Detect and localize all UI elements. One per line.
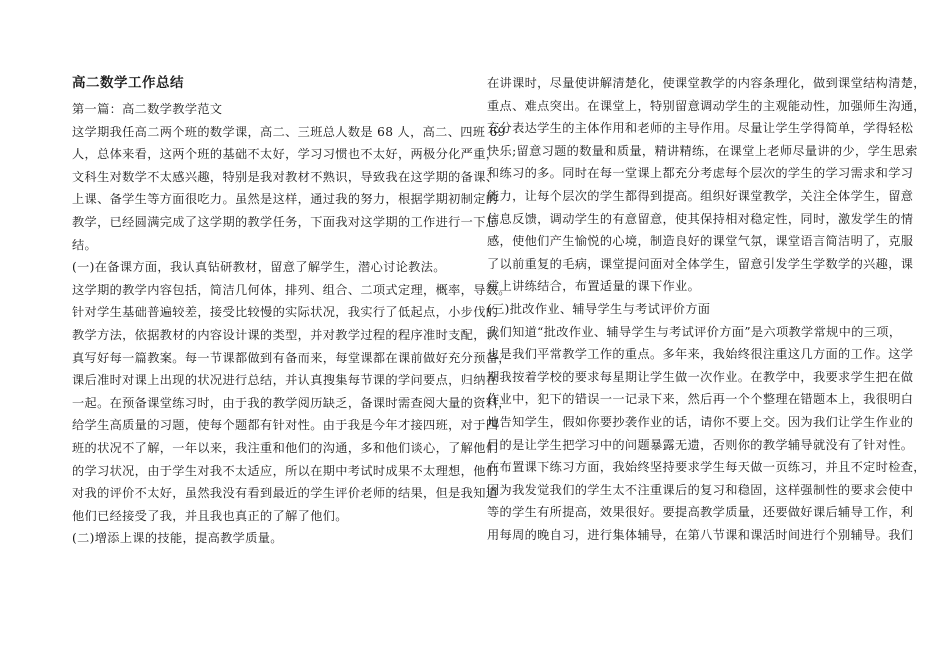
text-line: 我们知道“批改作业、辅导学生与考试评价方面”是六项教学常规中的三项， <box>487 324 902 339</box>
text-line: 地告知学生，假如你要抄袭作业的话，请你不要上交。因为我们让学生作业的 <box>487 414 914 429</box>
document-title: 高二数学工作总结 <box>72 75 184 91</box>
text-line: 他们已经接受了我，并且我也真正的了解了他们。 <box>72 508 348 523</box>
text-line: 教学方法，依据教材的内容设计课的类型，并对教学过程的程序准时支配，认 <box>72 327 499 342</box>
text-line: 因为我发觉我们的学生太不注重课后的复习和稳固，这样强制性的要求会使中 <box>487 482 914 497</box>
text-line: 期我按着学校的要求每星期让学生做一次作业。在教学中，我要求学生把在做 <box>487 369 914 384</box>
text-line: 这学期我任高二两个班的数学课，高二、三班总人数是 68 人，高二、四班 69 <box>72 124 506 139</box>
text-line: 针对学生基础普遍较差，接受比较慢的实际状况，我实行了低起点，小步伐的 <box>72 305 499 320</box>
right-column <box>487 72 926 546</box>
text-line: 充分表达学生的主体作用和老师的主导作用。尽量让学生学得简单，学得轻松 <box>487 121 914 136</box>
text-line: 这学期的教学内容包括，简洁几何体，排列、组合、二项式定理，概率，导数。 <box>72 282 511 297</box>
text-line: (二)增添上课的技能，提高教学质量。 <box>72 531 283 546</box>
text-line: 能力，让每个层次的学生都得到提高。组织好课堂教学，关注全体学生，留意 <box>487 188 914 203</box>
right-paragraphs <box>487 72 926 546</box>
text-line: 和练习的多。同时在每一堂课上都充分考虑每个层次的学生的学习需求和学习 <box>487 166 914 181</box>
text-line: 人，总体来看，这两个班的基础不太好，学习习惯也不太好，两极分化严重， <box>72 147 499 162</box>
text-line: 班的状况不了解，一年以来，我注重和他们的沟通，多和他们谈心，了解他们 <box>72 440 499 455</box>
text-line: 上课、备学生等方面很吃力。虽然是这样，通过我的努力，根据学期初制定的 <box>72 192 499 207</box>
text-line: 在布置课下练习方面，我始终坚持要求学生每天做一页练习，并且不定时检查， <box>487 460 926 475</box>
text-line: 文科生对数学不太感兴趣，特别是我对教材不熟识，导致我在这学期的备课、 <box>72 169 499 184</box>
text-line: 第一篇：高二数学教学范文 <box>72 102 223 116</box>
left-paragraphs <box>72 98 511 550</box>
text-line: 堂上讲练结合，布置适量的课下作业。 <box>487 279 701 294</box>
text-line: 教学，已经圆满完成了这学期的教学任务，下面我对这学期的工作进行一下总 <box>72 214 499 229</box>
text-line: 用每周的晚自习，进行集体辅导，在第八节课和课活时间进行个别辅导。我们 <box>487 527 914 542</box>
text-line: 在讲课时，尽量使讲解清楚化，使课堂教学的内容条理化，做到课堂结构清楚， <box>487 76 926 90</box>
text-line: 给学生高质量的习题，使每个题都有针对性。由于我是今年才接四班，对于四 <box>72 418 499 433</box>
left-column <box>72 72 511 550</box>
text-line: 快乐;留意习题的数量和质量，精讲精练，在课堂上老师尽量讲的少，学生思索 <box>487 143 918 158</box>
text-line: 结。 <box>72 237 98 252</box>
text-line: 对我的评价不太好，虽然我没有看到最近的学生评价老师的结果，但是我知道 <box>72 486 499 501</box>
text-line: 一起。在预备课堂练习时，由于我的教学阅历缺乏，备课时需查阅大量的资料， <box>72 395 511 410</box>
text-line: 的学习状况，由于学生对我不太适应，所以在期中考试时成果不太理想，他们 <box>72 463 499 478</box>
text-line: 真写好每一篇教案。每一节课都做到有备而来，每堂课都在课前做好充分预备， <box>72 350 511 365</box>
text-line: 作业中，犯下的错误一一记录下来，然后再一个个整理在错题本上，我很明白 <box>487 392 914 407</box>
text-line: (一)在备课方面，我认真钻研教材，留意了解学生，潜心讨论教法。 <box>72 260 446 275</box>
text-line: 感，使他们产生愉悦的心境，制造良好的课堂气氛，课堂语言简洁明了，克服 <box>487 234 914 249</box>
text-line: 重点、难点突出。在课堂上，特别留意调动学生的主观能动性，加强师生沟通， <box>487 98 926 113</box>
text-line: 目的是让学生把学习中的问题暴露无遗，否则你的教学辅导就没有了针对性。 <box>487 437 914 452</box>
text-line: 等的学生有所提高，效果很好。要提高教学质量，还要做好课后辅导工作，利 <box>487 505 914 520</box>
text-line: 了以前重复的毛病，课堂提问面对全体学生，留意引发学生学数学的兴趣，课 <box>487 256 914 271</box>
text-line: 课后准时对课上出现的状况进行总结，并认真搜集每节课的学问要点，归纳在 <box>72 373 499 388</box>
text-line: 也是我们平常教学工作的重点。多年来，我始终很注重这几方面的工作。这学 <box>487 347 914 362</box>
text-line: 信息反馈，调动学生的有意留意，使其保持相对稳定性，同时，激发学生的情 <box>487 211 914 226</box>
text-line: (三)批改作业、辅导学生与考试评价方面 <box>487 301 711 316</box>
